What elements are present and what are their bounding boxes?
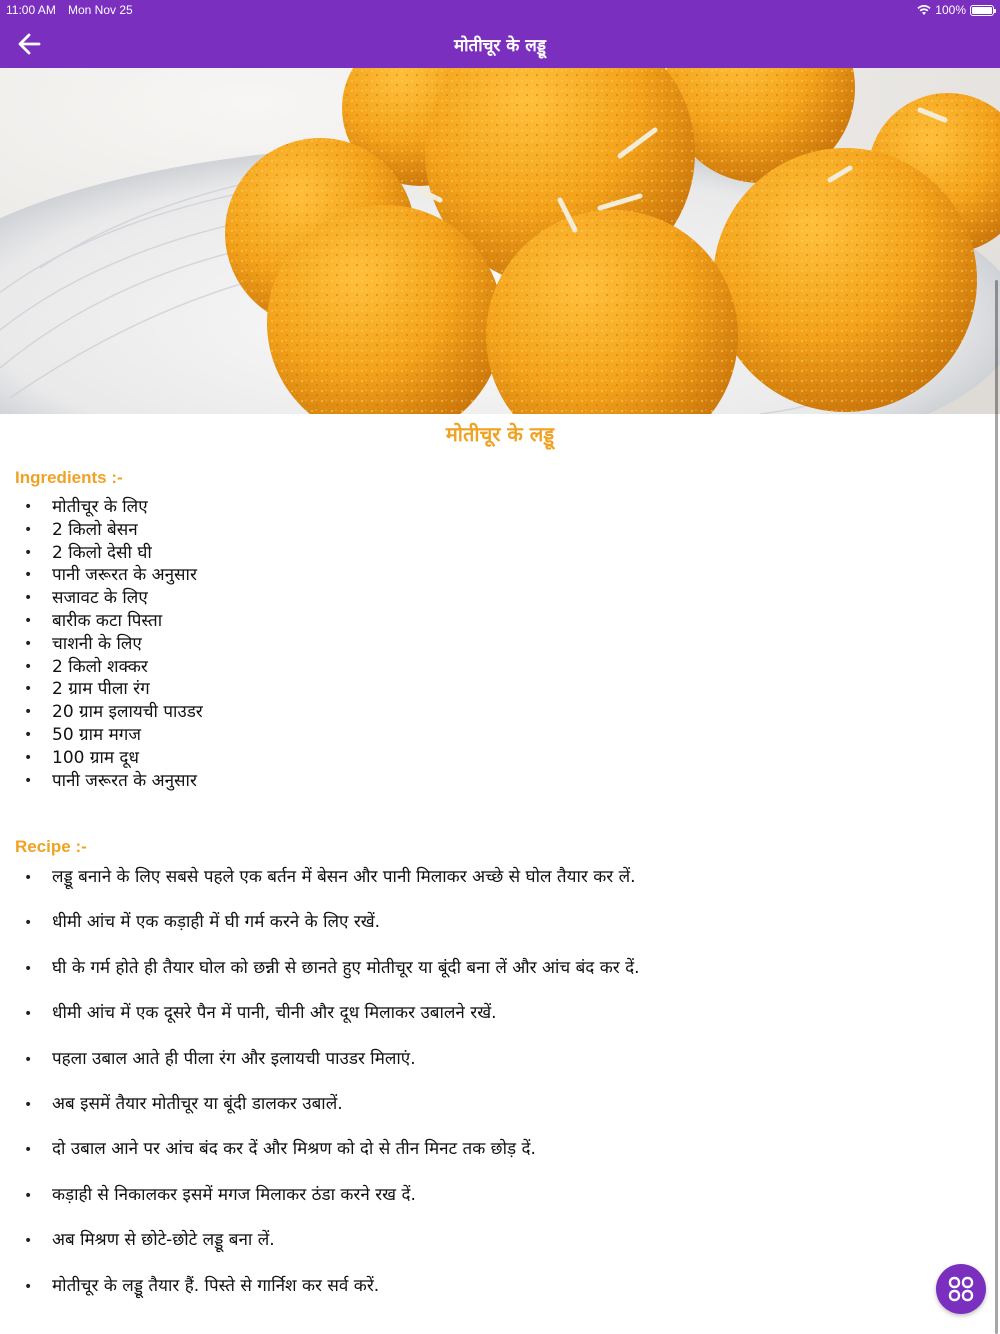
ingredient-item: • पानी जरूरत के अनुसार (0, 564, 1000, 587)
recipe-step: • मोतीचूर के लड्डू तैयार हैं. पिस्ते से गार्निश कर सर्व करें. (0, 1273, 1000, 1318)
ingredient-item: • 50 ग्राम मगज (0, 724, 1000, 747)
recipe-step: • पहला उबाल आते ही पीला रंग और इलायची पाउडर मिलाएं. (0, 1046, 1000, 1091)
recipe-step: • दो उबाल आने पर आंच बंद कर दें और मिश्रण को दो से तीन मिनट तक छोड़ दें. (0, 1136, 1000, 1181)
recipe-step: • घी के गर्म होते ही तैयार घोल को छन्नी से छानते हुए मोतीचूर या बूंदी बना लें और आंच बंद कर दें. (0, 955, 1000, 1000)
ingredients-list (0, 496, 1000, 792)
ingredient-item: • 2 किलो बेसन (0, 519, 1000, 542)
ingredient-item: • 2 किलो देसी घी (0, 542, 1000, 565)
ingredient-item: • चाशनी के लिए (0, 633, 1000, 656)
ingredient-item: • 2 किलो शक्कर (0, 656, 1000, 679)
scrollbar[interactable] (995, 280, 998, 1334)
ingredient-item: • 100 ग्राम दूध (0, 747, 1000, 770)
recipe-step: • कड़ाही से निकालकर इसमें मगज मिलाकर ठंडा करने रख दें. (0, 1182, 1000, 1227)
grid-apps-icon (936, 1264, 986, 1314)
ingredient-item: • बारीक कटा पिस्ता (0, 610, 1000, 633)
status-right (917, 3, 994, 17)
battery-icon (970, 5, 994, 16)
ingredient-item: • 20 ग्राम इलायची पाउडर (0, 701, 1000, 724)
recipe-heading: Recipe :- (15, 837, 87, 856)
recipe-step: • अब इसमें तैयार मोतीचूर या बूंदी डालकर उबालें. (0, 1091, 1000, 1136)
recipe-step: • धीमी आंच में एक दूसरे पैन में पानी, चीनी और दूध मिलाकर उबालने रखें. (0, 1000, 1000, 1045)
recipe-step: • अब मिश्रण से छोटे-छोटे लड्डू बना लें. (0, 1227, 1000, 1272)
recipe-image (0, 68, 1000, 414)
laddoo-photo (0, 68, 1000, 414)
wifi-icon (917, 4, 931, 16)
status-date: Mon Nov 25 (68, 3, 133, 17)
ingredient-item: • 2 ग्राम पीला रंग (0, 678, 1000, 701)
battery-percent: 100% (935, 3, 966, 17)
recipe-step: • धीमी आंच में एक कड़ाही में घी गर्म करने के लिए रखें. (0, 909, 1000, 954)
recipe-title: मोतीचूर के लड्डू (445, 422, 555, 446)
ingredient-item: • सजावट के लिए (0, 587, 1000, 610)
recipe-steps-list (0, 864, 1000, 1318)
page-title: मोतीचूर के लड्डू (453, 36, 547, 56)
apps-menu-button[interactable] (936, 1264, 986, 1314)
app-header (0, 20, 1000, 68)
ingredients-heading: Ingredients :- (15, 468, 123, 487)
ingredient-item: • पानी जरूरत के अनुसार (0, 770, 1000, 793)
status-time: 11:00 AM (6, 3, 56, 17)
recipe-step: • लड्डू बनाने के लिए सबसे पहले एक बर्तन में बेसन और पानी मिलाकर अच्छे से घोल तैयार कर लें. (0, 864, 1000, 909)
status-bar (0, 0, 1000, 20)
ingredient-item: • मोतीचूर के लिए (0, 496, 1000, 519)
